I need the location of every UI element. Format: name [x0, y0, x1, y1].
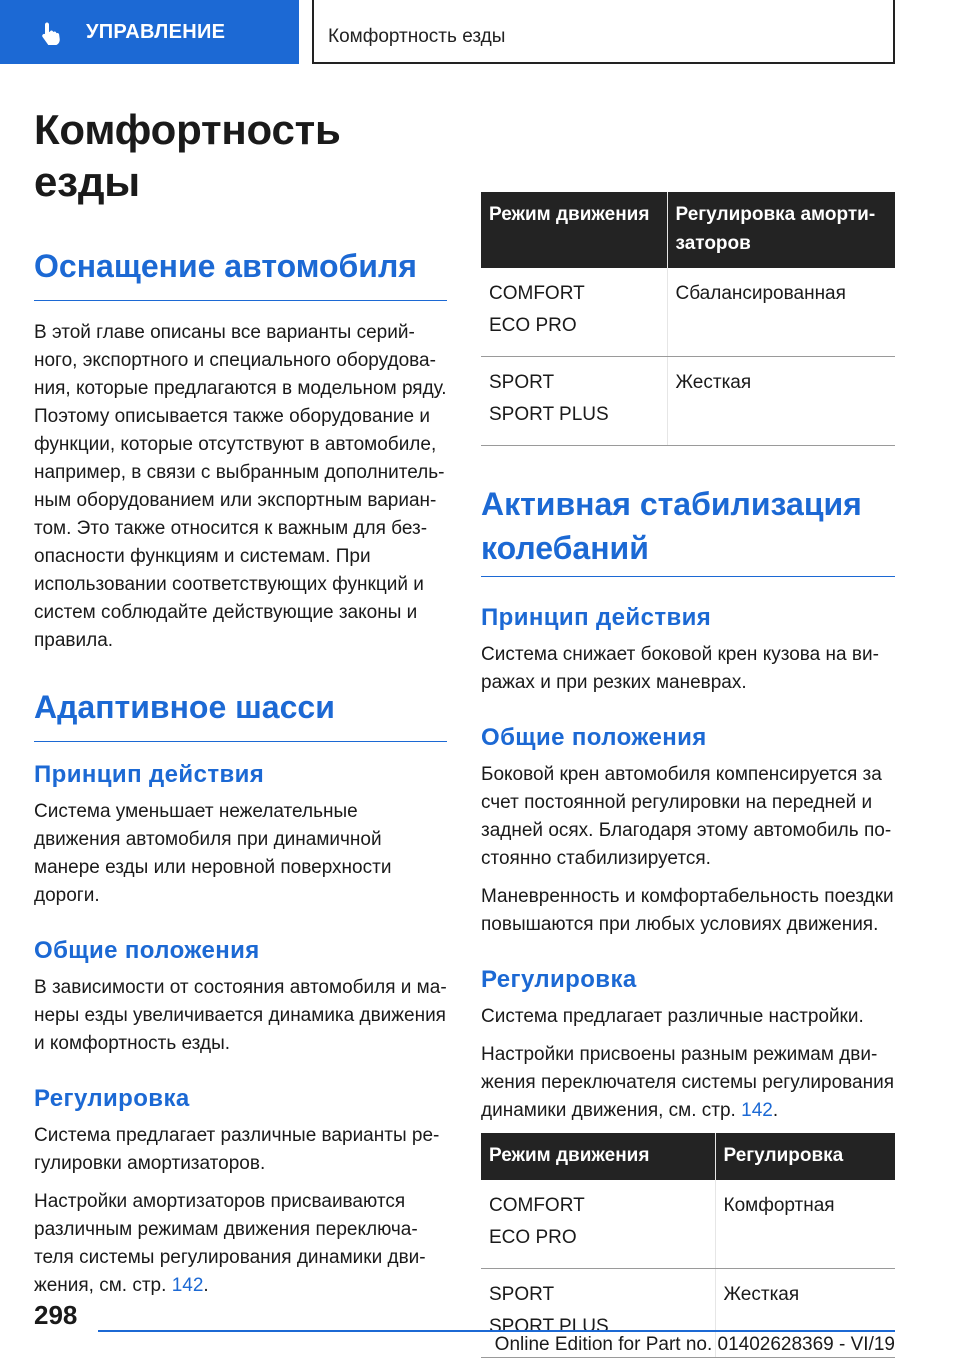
right-column [481, 192, 895, 1358]
table-row [481, 1180, 895, 1269]
page-link-142[interactable]: 142 [741, 1100, 773, 1121]
roll-general-text-1: Боковой крен автомобиля компенсируется за счет постоянной регулировки на передней и задней осях. Благодаря этому автомобиль постоянно стабилизируется. [481, 764, 892, 869]
chassis-adjust-text-1: Система предлагает различные варианты регулировки амортизаторов. [34, 1125, 440, 1174]
table-row [481, 357, 895, 446]
mode-name: SPORT PLUS [489, 404, 609, 425]
left-column [34, 104, 447, 1310]
mode-name: ECO PRO [489, 1227, 577, 1248]
equipment-heading: Оснащение автомобиля [34, 246, 447, 301]
edition-note: Online Edition for Part no. 01402628369 - VI/19 [494, 1334, 895, 1355]
chassis-adjust-text-2-body: Настройки амортизаторов присваиваются различным режимам движения переключателя системы регулирования динамики движения, см. стр. [34, 1191, 426, 1296]
table-header-row [481, 192, 895, 268]
mode-name: SPORT PLUS [489, 1316, 609, 1337]
mode-name: SPORT [489, 372, 555, 393]
column-header-mode: Режим движения [481, 192, 667, 268]
page-number: 298 [34, 1300, 78, 1330]
column-header-mode: Режим движения [481, 1133, 715, 1180]
mode-cell [481, 268, 667, 357]
chassis-adjust-text-2 [34, 1188, 447, 1300]
chassis-general-heading: Общие положения [34, 937, 260, 964]
roll-adjust-end: . [772, 1100, 779, 1121]
roll-adjust-heading: Регулировка [481, 966, 637, 993]
mode-name: COMFORT [489, 1195, 585, 1216]
roll-adjust-text-1: Система предлагает различные настройки. [481, 1006, 864, 1027]
mode-cell [481, 357, 667, 446]
damper-table [481, 192, 895, 446]
chapter-title: Комфортность езды [328, 26, 506, 47]
chassis-principle-heading: Принцип действия [34, 761, 265, 788]
roll-general-text-2: Маневренность и комфортабельность поездки повышаются при любых условиях движения. [481, 886, 894, 935]
setting-cell: Жесткая [667, 357, 895, 446]
footer-divider [98, 1330, 895, 1332]
mode-name: SPORT [489, 1284, 555, 1305]
chassis-adjust-heading: Регулировка [34, 1085, 190, 1112]
active-roll-heading: Активная стабилизация колебаний [481, 482, 895, 577]
chassis-principle-text: Система уменьшает нежелательные движения автомобиля при динамичной манере езды или неровной поверхности дороги. [34, 801, 392, 906]
adaptive-chassis-heading: Адаптивное шасси [34, 687, 447, 742]
roll-adjust-text-2 [481, 1041, 895, 1125]
table-row [481, 268, 895, 357]
stabilizer-table [481, 1133, 895, 1358]
table-header-row [481, 1133, 895, 1180]
page-link-142[interactable]: 142 [171, 1275, 204, 1296]
equipment-text: В этой главе описаны все варианты серийного, экспортного и специального оборудования, которые предлагаются в модельном ряду. Поэтому описывается также оборудование и функции, которые отсутствуют в автомобиле, например, в связи с выбранным дополнительным оборудованием или экспортным вариантом. Это также относится к важным для безопасности функциям и системам. При использовании соответствующих функций и систем соблюдайте действующие законы и правила. [34, 322, 447, 651]
roll-general-heading: Общие положения [481, 724, 707, 751]
column-header-damper: Регулировка амортизаторов [667, 192, 895, 268]
mode-name: COMFORT [489, 283, 585, 304]
roll-adjust-text-2-body: Настройки присвоены разным режимам движения переключателя системы регулирования динамики движения, см. стр. [481, 1044, 894, 1121]
roll-principle-heading: Принцип действия [481, 604, 712, 631]
chassis-general-text: В зависимости от состояния автомобиля и манеры езды увеличивается динамика движения и комфортность езды. [34, 977, 447, 1054]
section-tab[interactable] [0, 0, 299, 64]
column-header-adjust: Регулировка [715, 1133, 895, 1180]
mode-cell [481, 1180, 715, 1269]
chassis-adjust-end: . [203, 1275, 209, 1296]
roll-principle-text: Система снижает боковой крен кузова на виражах и при резких маневрах. [481, 644, 879, 693]
section-label: УПРАВЛЕНИЕ [86, 21, 226, 43]
hand-pointer-icon [38, 20, 64, 46]
chapter-header [312, 0, 895, 64]
setting-cell: Сбалансированная [667, 268, 895, 357]
setting-cell: Жесткая [715, 1269, 895, 1358]
mode-name: ECO PRO [489, 315, 577, 336]
setting-cell: Комфортная [715, 1180, 895, 1269]
page-title: Комфортность езды [34, 106, 341, 205]
